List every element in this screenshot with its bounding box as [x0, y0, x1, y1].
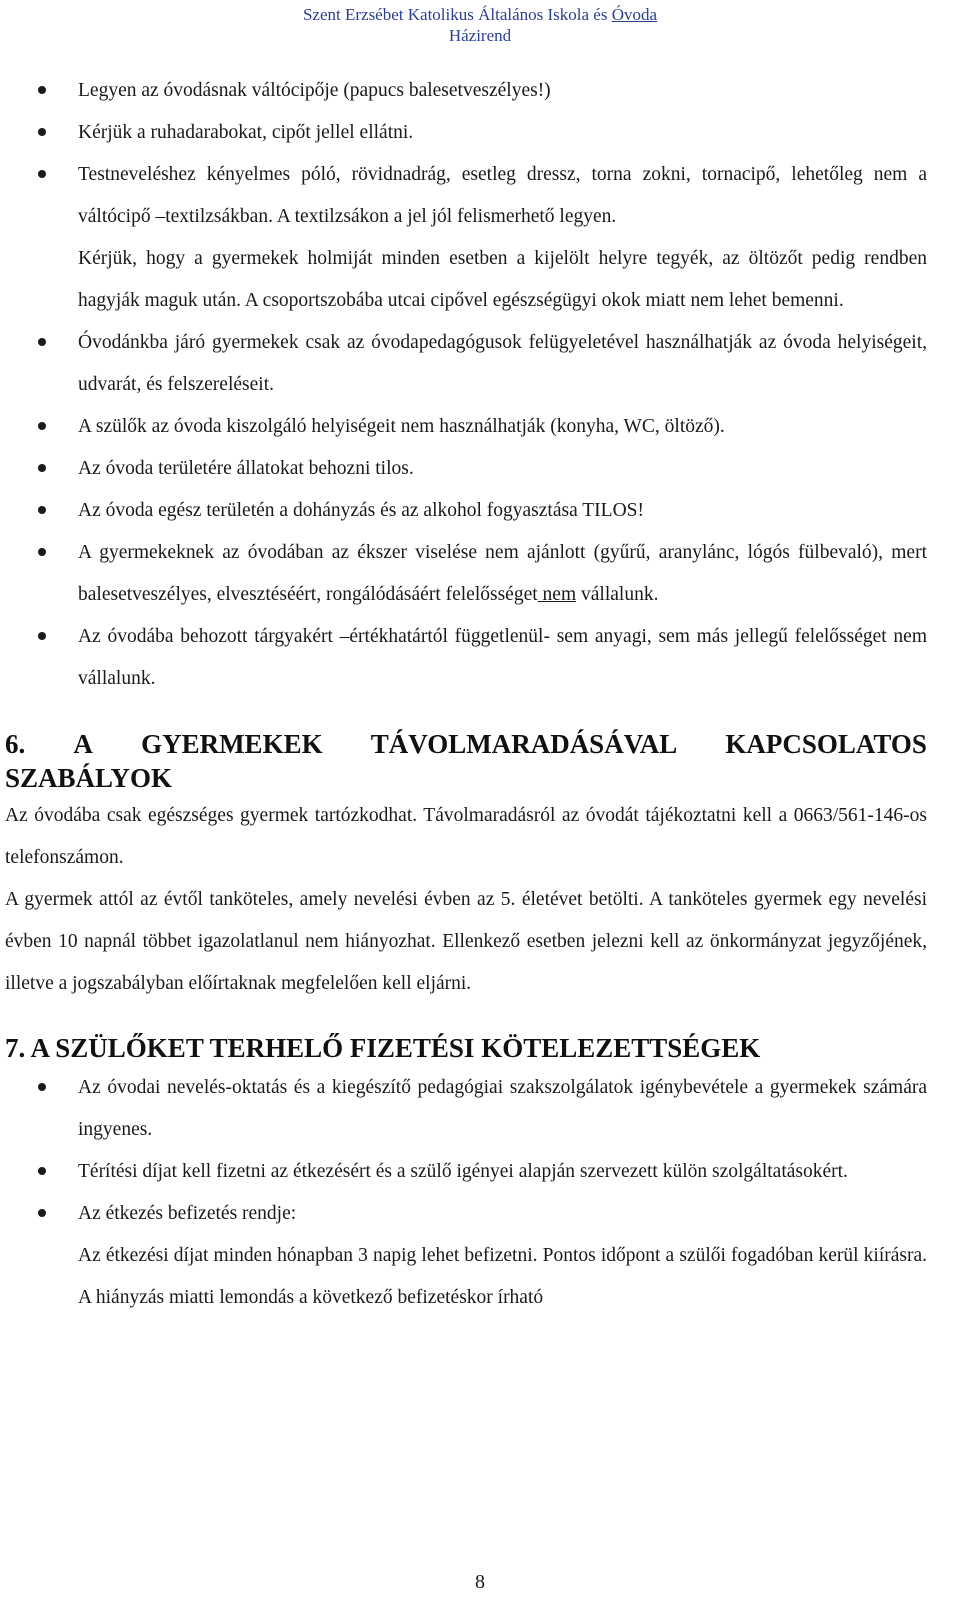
list-item-jewelry: A gyermekeknek az óvodában az ékszer viselése nem ajánlott (gyűrű, aranylánc, lógós fülbevaló), mert balesetveszélyes, elvesztéséért, rongálódásáért felelősséget nem vállalunk.	[5, 532, 927, 616]
section-6-heading-line2: SZABÁLYOK	[5, 763, 173, 793]
section-7-heading: 7. A SZÜLŐKET TERHELŐ FIZETÉSI KÖTELEZETTSÉGEK	[5, 1033, 761, 1063]
rules-list	[5, 70, 927, 700]
list-item: Az óvodába behozott tárgyakért –értékhatártól függetlenül- sem anyagi, sem más jellegű felelősséget nem vállalunk.	[5, 616, 927, 700]
section-6-heading-line1: 6. A GYERMEKEK TÁVOLMARADÁSÁVAL KAPCSOLATOS	[5, 729, 927, 759]
list-item: Kérjük a ruhadarabokat, cipőt jellel ellátni.	[5, 112, 927, 154]
list-item: Az óvodai nevelés-oktatás és a kiegészítő pedagógiai szakszolgálatok igénybevétele a gyermekek számára ingyenes.	[5, 1067, 927, 1151]
header-school-name: Szent Erzsébet Katolikus Általános Iskola és Óvoda	[302, 5, 658, 24]
page-number: 8	[475, 1571, 485, 1593]
section-6-paragraph-1: Az óvodába csak egészséges gyermek tartózkodhat. Távolmaradásról az óvodát tájékoztatni kell a 0663/561-146-os telefonszámon.	[5, 805, 927, 868]
header-link-ovoda: Óvoda	[611, 5, 658, 24]
header-doc-title: Házirend	[448, 26, 512, 45]
list-item: A szülők az óvoda kiszolgáló helyiségeit nem használhatják (konyha, WC, öltöző).	[5, 406, 927, 448]
list-item: Térítési díjat kell fizetni az étkezésért és a szülő igényei alapján szervezett külön szolgáltatásokért.	[5, 1151, 927, 1193]
list-item: Az étkezés befizetés rendje:	[5, 1193, 927, 1235]
section-6-paragraph-2: A gyermek attól az évtől tanköteles, amely nevelési évben az 5. életévet betölti. A tanköteles gyermek egy nevelési évben 10 napnál többet igazolatlanul nem hiányozhat. Ellenkező esetben jelezni kell az önkormányzat jegyzőjének, illetve a jogszabályban előírtaknak megfelelően kell eljárni.	[5, 889, 927, 994]
document-body	[5, 70, 927, 1319]
list-item: Testneveléshez kényelmes póló, rövidnadrág, esetleg dressz, torna zokni, tornacipő, lehetőleg nem a váltócipő –textilzsákban. A textilzsákon a jel jól felismerhető legyen.	[5, 154, 927, 238]
list-item: Óvodánkba járó gyermekek csak az óvodapedagógusok felügyeletével használhatják az óvoda helyiségeit, udvarát, és felszereléseit.	[5, 322, 927, 406]
section-6-heading	[5, 727, 927, 795]
list-item: Az óvoda területére állatokat behozni tilos.	[5, 448, 927, 490]
list-item: Az óvoda egész területén a dohányzás és az alkohol fogyasztása TILOS!	[5, 490, 927, 532]
payment-list	[5, 1067, 927, 1319]
list-item-continuation: Az étkezési díjat minden hónapban 3 napig lehet befizetni. Pontos időpont a szülői fogadóban kerül kiírásra. A hiányzás miatti lemondás a következő befizetéskor írható	[78, 1245, 927, 1308]
list-item: Kérjük, hogy a gyermekek holmiját minden esetben a kijelölt helyre tegyék, az öltözőt pedig rendben hagyják maguk után. A csoportszobába utcai cipővel egészségügyi okok miatt nem lehet bemenni.	[78, 248, 927, 311]
page-header	[0, 4, 960, 46]
list-item: Legyen az óvodásnak váltócipője (papucs balesetveszélyes!)	[5, 70, 927, 112]
